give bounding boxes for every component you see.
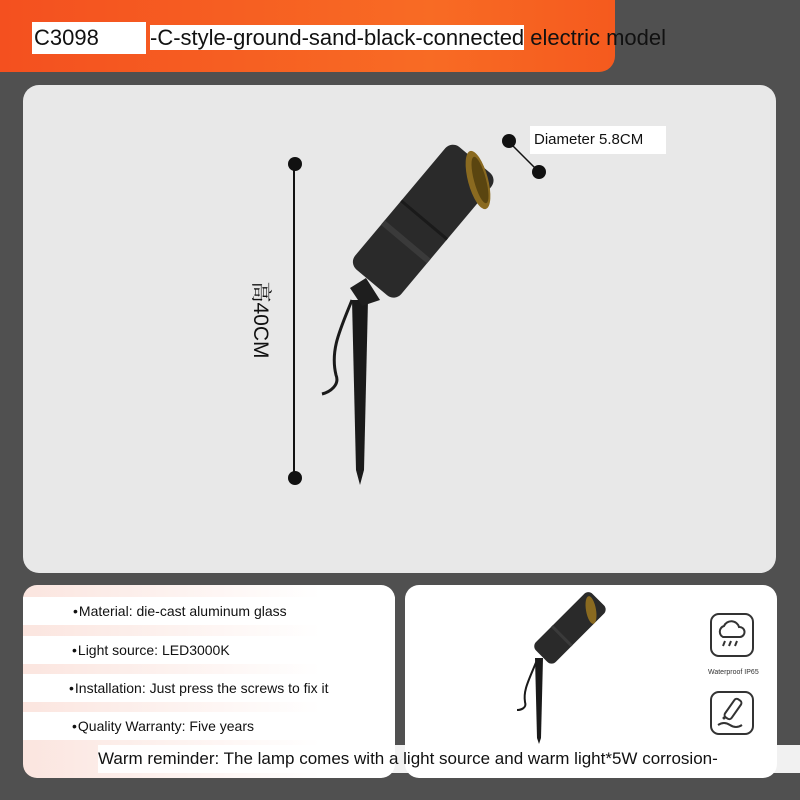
waterproof-caption: Waterproof IP65 xyxy=(708,669,759,676)
bullet-icon: • xyxy=(72,642,77,658)
bullet-icon: • xyxy=(73,603,78,619)
height-dimension-line xyxy=(293,163,295,478)
lamp-thumbnail-image xyxy=(505,590,615,750)
spec-installation: •Installation: Just press the screws to fix it xyxy=(23,674,395,702)
spec-warranty: •Quality Warranty: Five years xyxy=(23,712,395,740)
rain-cloud-icon xyxy=(712,615,752,655)
height-label: 高40CM xyxy=(249,281,272,359)
corrosion-badge xyxy=(710,691,754,735)
waterproof-badge xyxy=(710,613,754,657)
bullet-icon: • xyxy=(72,718,77,734)
spec-material: •Material: die-cast aluminum glass xyxy=(23,597,395,625)
spotlight-lamp-image xyxy=(300,130,560,500)
bullet-icon: • xyxy=(69,680,74,696)
product-code: C3098 xyxy=(32,22,146,54)
product-title xyxy=(150,22,666,54)
spec-light-source: •Light source: LED3000K xyxy=(23,636,395,664)
test-tube-icon xyxy=(712,693,752,733)
product-title-highlight: -C-style-ground-sand-black-connected xyxy=(150,25,525,50)
warm-reminder-text: Warm reminder: The lamp comes with a light source and warm light*5W corrosion- xyxy=(98,745,800,773)
product-title-tail: electric model xyxy=(524,25,667,50)
diameter-label: Diameter 5.8CM xyxy=(530,126,666,154)
